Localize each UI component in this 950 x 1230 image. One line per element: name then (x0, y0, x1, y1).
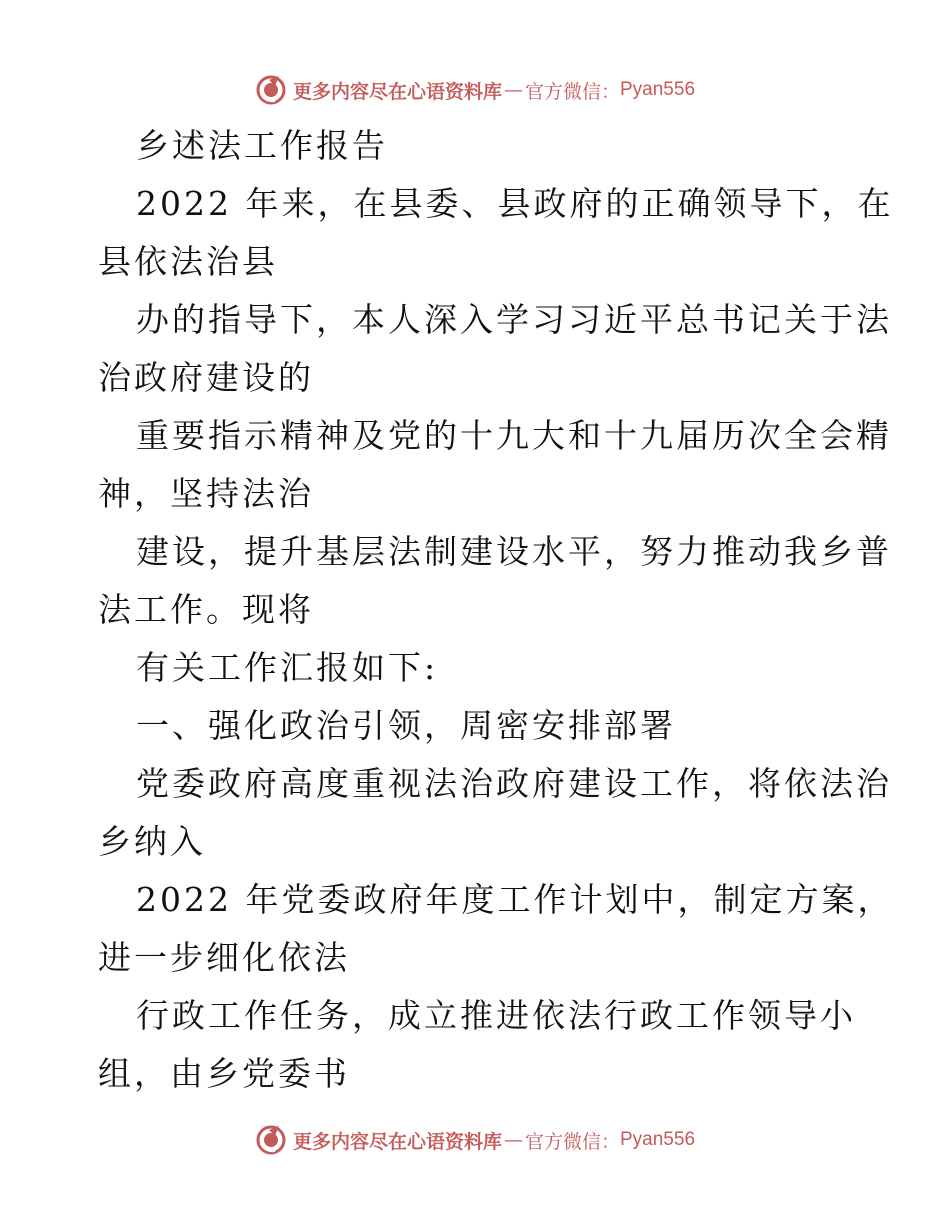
document-line: 治政府建设的 (98, 358, 314, 397)
document-line: 办的指导下，本人深入学习习近平总书记关于法 (136, 300, 892, 339)
document-line: 进一步细化依法 (98, 938, 350, 977)
watermark-separator: — (503, 79, 523, 101)
document-line: 行政工作任务，成立推进依法行政工作领导小 (136, 996, 856, 1035)
document-line: 乡纳入 (98, 822, 206, 861)
watermark-wechat-id: Pyan556 (620, 79, 696, 100)
document-line: 神，坚持法治 (98, 474, 314, 513)
header-watermark (0, 70, 950, 110)
watermark-separator: — (503, 1129, 523, 1151)
watermark-wechat-id: Pyan556 (620, 1129, 696, 1150)
footer-watermark (0, 1120, 950, 1160)
document-line: 重要指示精神及党的十九大和十九届历次全会精 (136, 416, 892, 455)
document-line: 有关工作汇报如下: (136, 648, 439, 687)
document-line: 党委政府高度重视法治政府建设工作，将依法治 (136, 764, 892, 803)
watermark-wechat-label: 官方微信： (524, 80, 620, 103)
document-line: 法工作。现将 (98, 590, 314, 629)
document-line: 县依法治县 (98, 242, 278, 281)
watermark-site-text: 更多内容尽在心语资料库 (292, 80, 502, 103)
document-line: 组，由乡党委书 (98, 1054, 350, 1093)
document-line: 2022 年来，在县委、县政府的正确领导下，在 (136, 184, 894, 223)
document-line: 乡述法工作报告 (136, 126, 388, 165)
document-body (98, 117, 894, 1103)
brand-logo-icon (255, 74, 287, 106)
document-line: 建设，提升基层法制建设水平，努力推动我乡普 (136, 532, 892, 571)
watermark-wechat-label: 官方微信： (524, 1130, 620, 1153)
brand-logo-icon (255, 1124, 287, 1156)
watermark-site-text: 更多内容尽在心语资料库 (292, 1130, 502, 1153)
document-line: 2022 年党委政府年度工作计划中，制定方案， (136, 880, 894, 919)
document-line: 一、强化政治引领，周密安排部署 (136, 706, 676, 745)
